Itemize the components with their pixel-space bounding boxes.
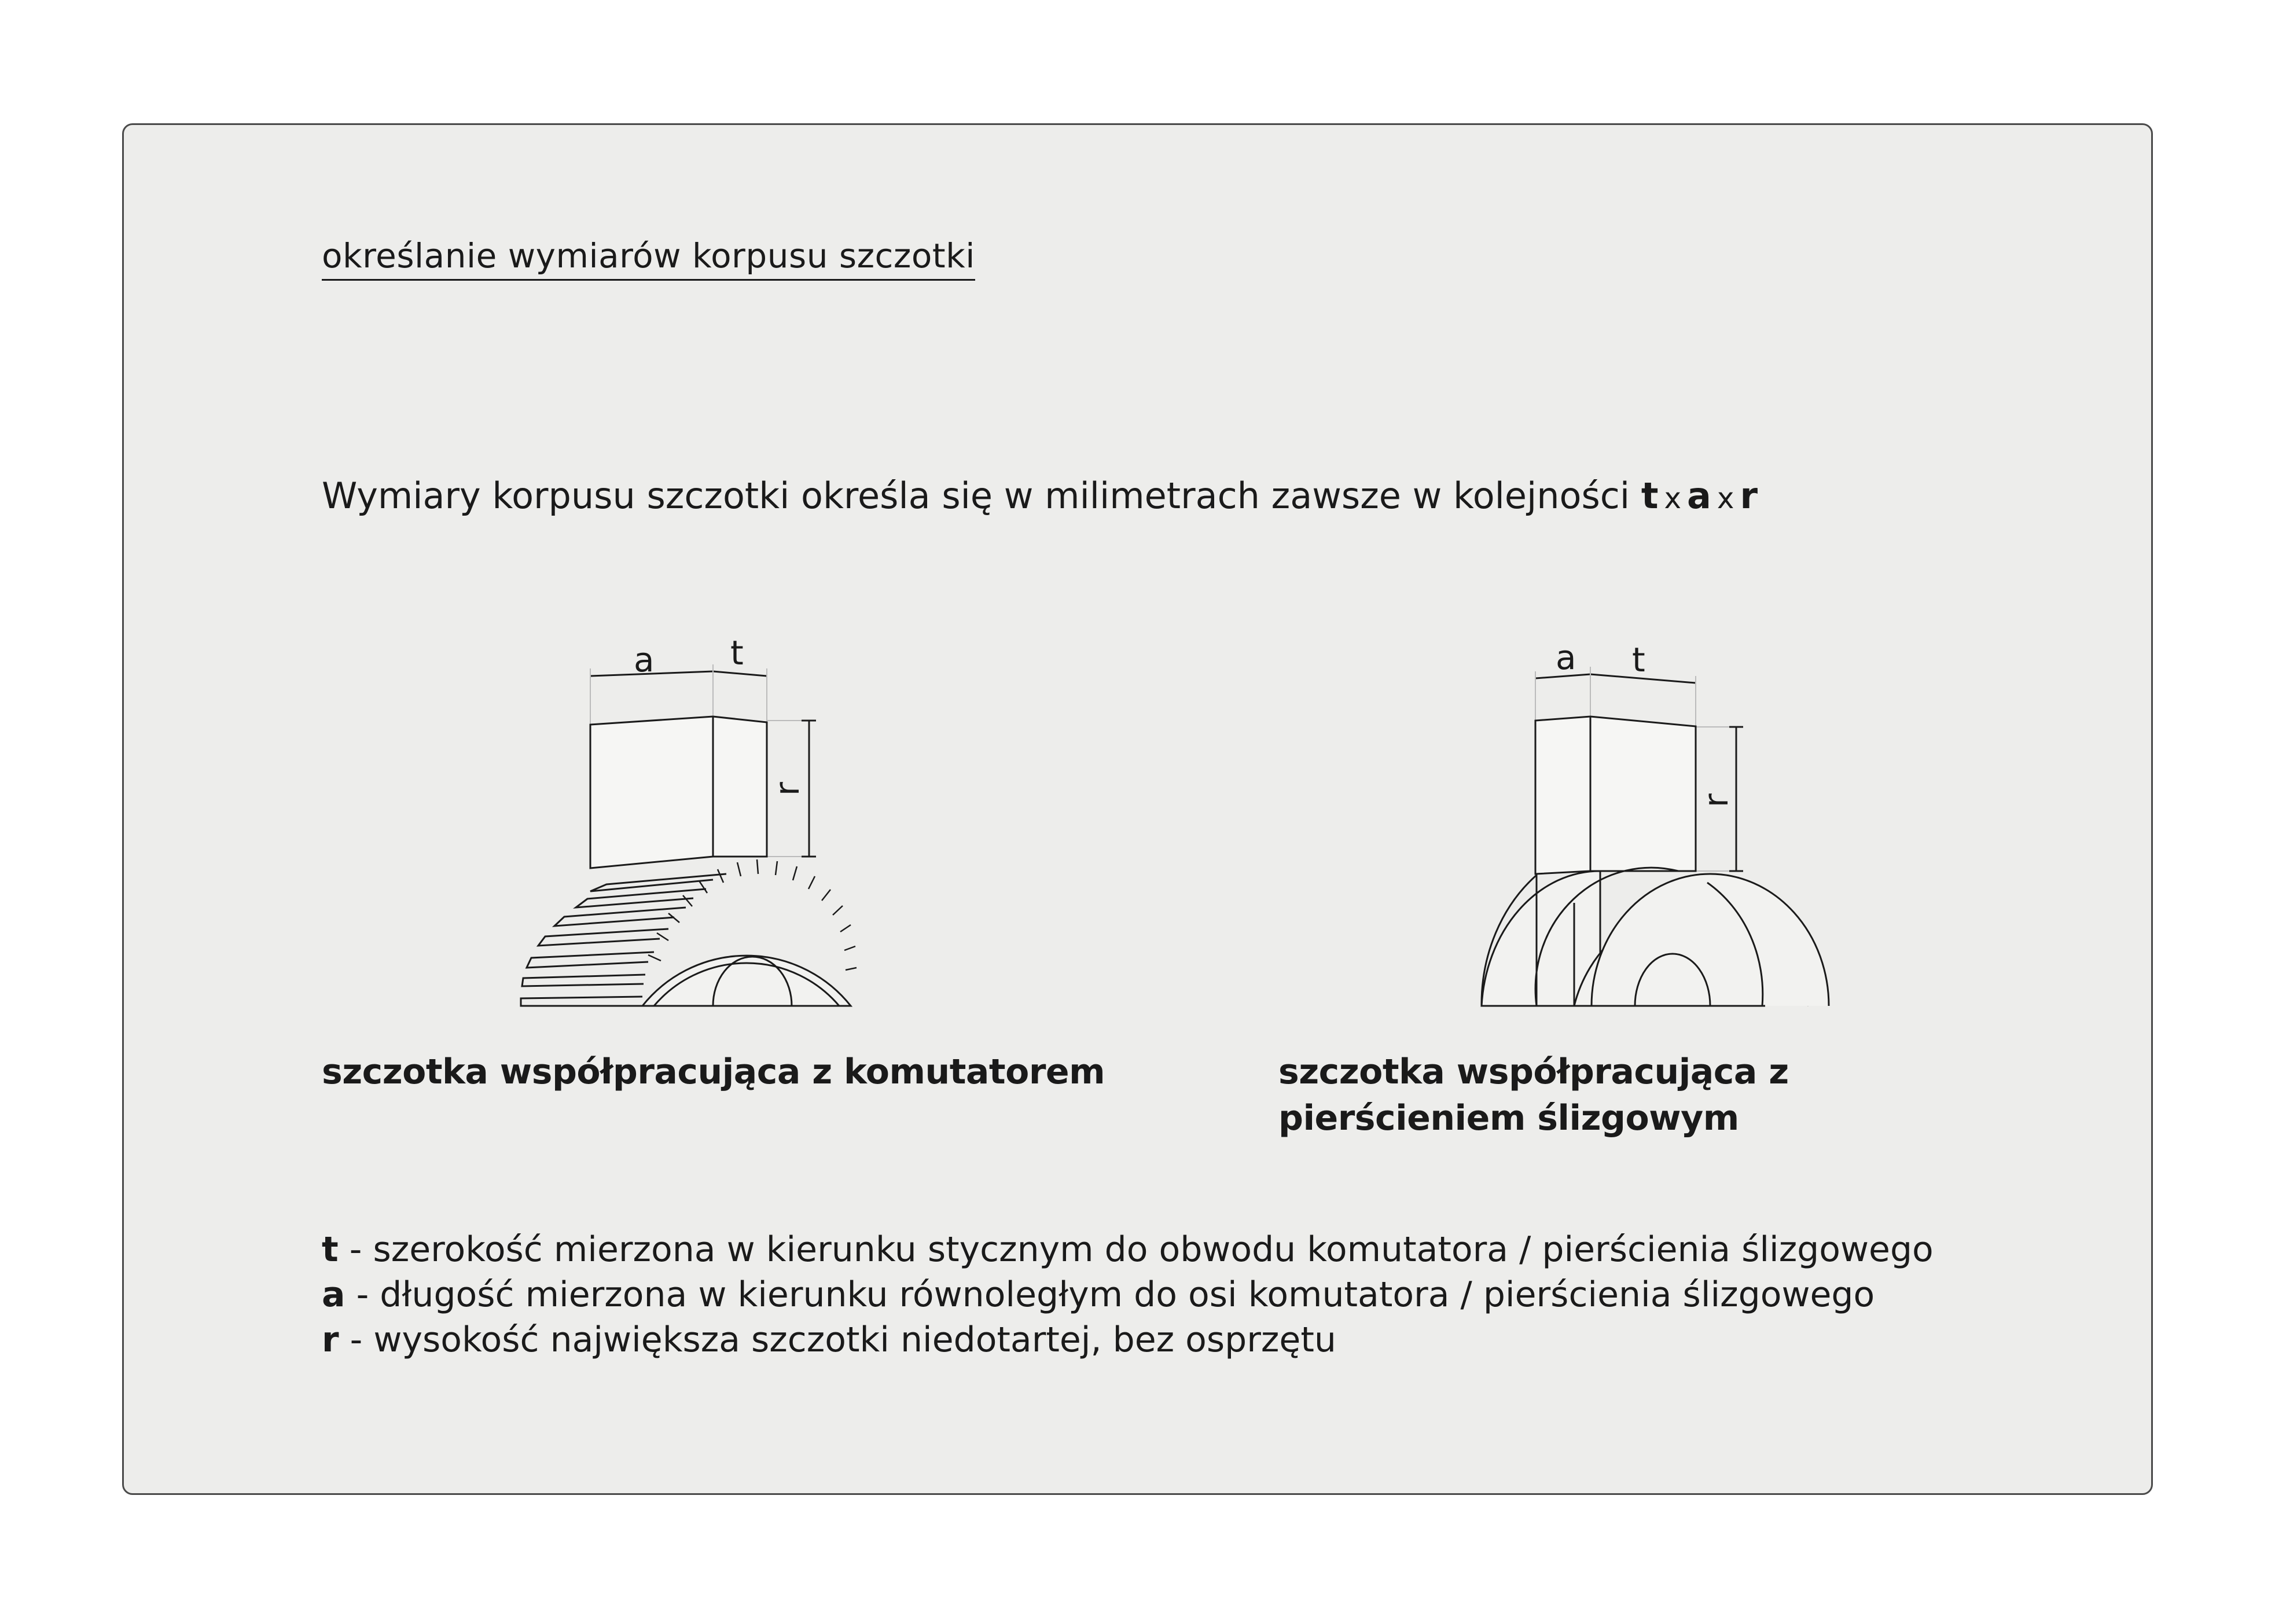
legend-key-r: r xyxy=(322,1320,339,1360)
caption-slip-ring: szczotka współpracująca z pierścieniem ślizgowym xyxy=(1278,1052,1789,1138)
brush-block-left xyxy=(590,717,767,868)
intro-t: t xyxy=(1641,475,1659,517)
legend-row-r xyxy=(322,1317,1934,1362)
commutator-diagram xyxy=(521,664,857,1006)
legend-text-t: - szerokość mierzona w kierunku stycznym do obwodu komutatora / pierścienia ślizgowego xyxy=(338,1229,1934,1270)
page-heading: określanie wymiarów korpusu szczotki xyxy=(322,233,975,281)
legend-row-t xyxy=(322,1227,1934,1272)
intro-sentence: Wymiary korpusu szczotki określa się w milimetrach zawsze w kolejności xyxy=(322,475,1630,517)
caption-commutator: szczotka współpracująca z komutatorem xyxy=(322,1052,1105,1092)
right-label-t: t xyxy=(1632,640,1645,679)
legend-text-a: - długość mierzona w kierunku równoległym do osi komutatora / pierścienia ślizgowego xyxy=(345,1274,1875,1315)
legend-row-a xyxy=(322,1272,1934,1317)
legend-key-t: t xyxy=(322,1229,339,1270)
right-label-a: a xyxy=(1556,638,1576,677)
intro-r: r xyxy=(1740,475,1758,517)
intro-x1: x xyxy=(1664,482,1682,515)
left-label-a: a xyxy=(634,640,655,679)
legend xyxy=(322,1227,1934,1362)
right-label-r: r xyxy=(1696,793,1736,807)
intro-a: a xyxy=(1687,475,1711,517)
left-label-r: r xyxy=(767,782,807,796)
brush-block-right xyxy=(1535,717,1696,874)
left-label-t: t xyxy=(730,633,744,673)
intro-x2: x xyxy=(1717,482,1734,515)
legend-key-a: a xyxy=(322,1274,346,1315)
slip-ring-diagram xyxy=(1482,667,1829,1006)
legend-text-r: - wysokość największa szczotki niedotartej, bez osprzętu xyxy=(339,1320,1336,1360)
